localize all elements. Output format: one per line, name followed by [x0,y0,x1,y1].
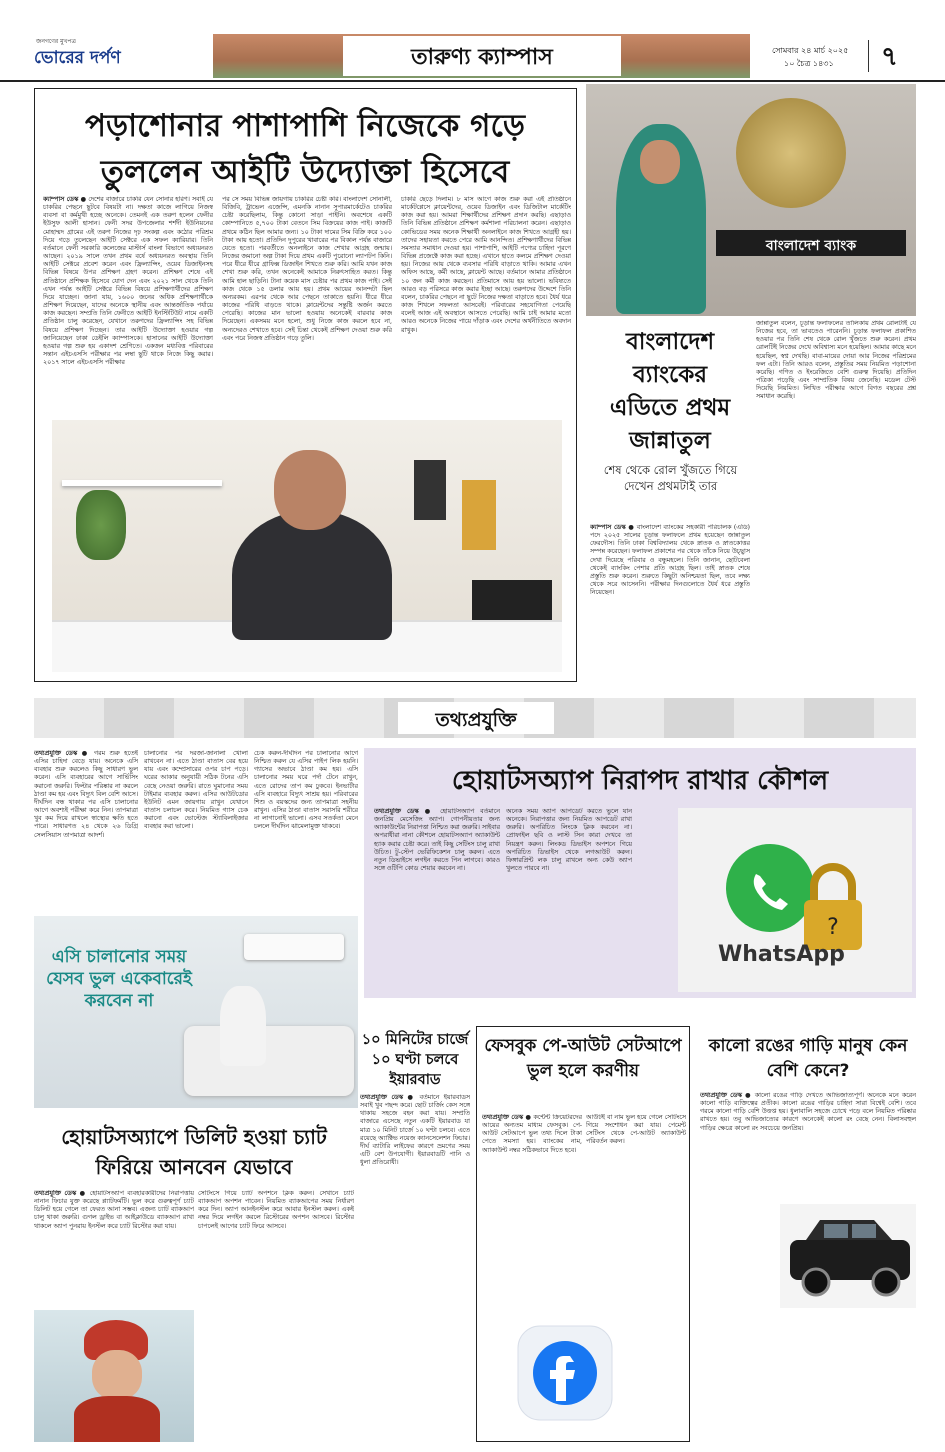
car-headline: কালো রঙের গাড়ি মানুষ কেন বেশি কেনে? [708,1036,908,1081]
ac-column-2-text: চালানোর পর দরজা-জানালা খোলা রাখবেন না। এতে ঠাণ্ডা বাতাস বের হয়ে যায় এবং কম্প্রেসারের ওপর চাপ পড়ে। ঘরের আকার অনুযায়ী সঠিক টনের এসি বেছে নেওয়া জরুরি। রাতে ঘুমানোর সময় টাইমার ব্যবহার করুন। এসির আউটডোর ইউনিট এমন জায়গায় রাখুন যেখানে বাতাস চলাচল করে। নিয়মিত গ্যাস চেক করানো এবং ভোল্টেজ স্ট্যাবিলাইজার ব্যবহার করা ভালো। [144,750,248,831]
bank-seal [736,98,846,208]
ac-photo [34,916,358,1108]
bank-nameplate-text: বাংলাদেশ ব্যাংক [765,238,857,254]
black-suv-illustration [780,1204,916,1308]
photo-plant [76,490,126,560]
earbud-column [360,1094,470,1442]
jannatul-column-a-text: জান্নাতুল বলেন, চূড়ান্ত ফলাফলের তালিকায় প্রথম রোলটাই যে নিজের হবে, তা ভাবতেও পারেননি। চূড়ান্ত ফলাফল প্রকাশিত হওয়ার পর তিনি শেষ থেকে রোল খুঁজতে শুরু করেন। প্রথম রোলটিই নিজের দেখে অবিশ্বাস্য মনে হয়েছিল। আমার কাছে মনে হয়েছিল, স্বপ্ন দেখছি। বাবা-মায়ের দোয়া আর নিজের পরিশ্রমের ফল এটা। তিনি আরও বলেন, প্রস্তুতির সময় নিয়মিত পড়াশোনা করেছি। গণিত ও ইংরেজিতে বেশি গুরুত্ব দিয়েছি। প্রতিদিন পত্রিকা পড়েছি এবং সাম্প্রতিক বিষয় জেনেছি। মডেল টেস্ট দিয়েছি নিয়মিত। লিখিত পরীক্ষার আগে বিগত বছরের প্রশ্ন সমাধান করেছি। [756,320,916,401]
jannatul-column-b-text: বাংলাদেশ ব্যাংকের সহকারী পরিচালক (এডি) পদে ২০২৫ সালের চূড়ান্ত ফলাফলে প্রথম হয়েছেন জান্নাতুল ফেরদৌস। তিনি ঢাকা বিশ্ববিদ্যালয় থেকে স্নাতক ও স্নাতকোত্তর সম্পন্ন করেছেন। ফলাফল প্রকাশের পর থেকে তাঁকে নিয়ে উচ্ছ্বাস দেখা দিয়েছে পরিবার ও বন্ধুমহলে। তিনি জানান, ছোটবেলা থেকেই ব্যাংকিং পেশার প্রতি আগ্রহ ছিল। তাই স্নাতক শেষে প্রস্তুতি শুরু করেন। শুরুতে কিছুটা অনিশ্চয়তা ছিল, তবে লক্ষ্য থেকে সরে আসেননি। পরীক্ষার দিনগুলোতে ধৈর্য ধরে প্রস্তুতি নিয়েছেন। [590,524,750,597]
date-line-2: ১০ চৈত্র ১৪৩১ [784,59,834,68]
section-title: তারুণ্য ক্যাম্পাস [411,45,553,70]
ac-unit [244,934,344,960]
deleted-chat-desk: তথ্যপ্রযুক্তি ডেস্ক ● [34,1190,87,1197]
whatsapp-column-2 [506,808,632,992]
masthead [0,0,945,82]
ac-column-2 [144,750,248,910]
car-text: কালো রঙের গাড়ি দেখতে আভিজাত্যপূর্ণ। অনেকে মনে করেন কালো গাড়ি ব্যক্তিত্বের প্রতীক। কালো রঙের গাড়ির চাহিদা সারা বিশ্বেই বেশি। তবে গরমে কালো গাড়ি বেশি উত্তপ্ত হয়। ধুলাবালি সহজে চোখে পড়ে বলে নিয়মিত পরিষ্কার রাখতে হয়। তবু আভিজাত্যের কারণে অনেকেই কালো রং বেছে নেন। বিলাসবহুল গাড়ির ক্ষেত্রে কালো রং সবচেয়ে জনপ্রিয়। [700,1092,916,1132]
jannatul-subhead: শেষ থেকে রোল খুঁজতে গিয়ে দেখেন প্রথমটাই তার [603,463,738,493]
deleted-chat-column-1 [34,1190,194,1306]
ac-column-3-text: চেক করুন-দীর্ঘদিন পর চালানোর আগে নিশ্চিত করুন যে এসির পাইপ লিক হয়নি। গ্যাসের অভাবে ঠাণ্ডা কম হয়। এসি চালানোর সময় ঘরে পর্দা টেনে রাখুন, এতে রোদের তাপ কম ঢুকবে। ইনভার্টার এসি ব্যবহারে বিদ্যুৎ সাশ্রয় হয়। পরিবারের শিশু ও বয়স্কদের জন্য তাপমাত্রা সহনীয় রাখুন। এসির ঠাণ্ডা বাতাস সরাসরি শরীরে না লাগানোই ভালো। এসব সতর্কতা মেনে চললে দীর্ঘদিন ঝামেলামুক্ত থাকবে। [254,750,358,831]
deleted-chat-column-2-text: সেটিংসে গিয়ে চ্যাট অপশনে ক্লিক করুন। সেখানে চ্যাট ব্যাকআপ অপশন পাবেন। নিয়মিত ব্যাকআপের সময় নির্ধারণ করে দিন। অ্যাপ আনইনস্টল করে আবার ইনস্টল করুন। একই নম্বর দিয়ে লগইন করলে রিস্টোরের অপশন আসবে। রিস্টোর চাপলেই আগের চ্যাট ফিরে আসবে। [198,1190,354,1230]
lead-column-3-text: চাকরি ছেড়ে দিলাম। ৮ মাস আগে কাজ শুরু করা এই প্রতিষ্ঠানে মার্কেটপ্লেসে ক্লায়েন্টদের, ওয়েব ডিজাইন এবং ডিজিটাল মার্কেটিং কাজ করা হয়। আমরা শিক্ষার্থীদের প্রশিক্ষণ প্রদান করছি। এছাড়াও তিনি বিভিন্ন প্রতিষ্ঠানে প্রশিক্ষণ কর্মশালা পরিচালনা করেন। এছাড়াও কোভিডের সময় অনেক শিক্ষার্থী অনলাইনে কাজ শিখতে আগ্রহী হয়। তাদের সহায়তা করতে পেরে আমি আনন্দিত। প্রশিক্ষণার্থীদের বিভিন্ন সমস্যার সমাধান দেওয়া হয়। পাশাপাশি, আইটি পণ্যের চাহিদা পূরণে বিভিন্ন প্রজেক্টে কাজ করা হচ্ছে। এখানে হাতে কলমে প্রশিক্ষণ দেওয়া হয়। নিজের আয় থেকে ব্যবসার পরিধি বাড়াতে থাকি। আমার এখন অফিস আছে, কর্মী আছে, ক্লায়েন্ট আছে। বর্তমানে আমার প্রতিষ্ঠানে ১০ জন কর্মী কাজ করছেন। প্রতিমাসে আয় হয় ভালো। ভবিষ্যতে আরও বড় পরিসরে কাজ করার ইচ্ছা আছে। তরুণদের উদ্দেশে তিনি বলেন, চাকরির পেছনে না ছুটে নিজের দক্ষতা বাড়াতে হবে। ধৈর্য ধরে কাজ শিখলে সফলতা আসবেই। পরিবারের সহযোগিতা পেয়েছি বলেই আজ এই অবস্থানে আসতে পেরেছি। আমি চাই আমার মতো আরও অনেকে নিজের পায়ে দাঁড়াক এবং দেশের অর্থনীতিতে অবদান রাখুক। [401,196,571,334]
deleted-chat-headline: হোয়াটসঅ্যাপে ডিলিট হওয়া চ্যাট ফিরিয়ে আনবেন যেভাবে [61,1125,327,1179]
tech-section-title: তথ্যপ্রযুক্তি [435,709,517,731]
earbud-headline: ১০ মিনিটের চার্জে ১০ ঘণ্টা চলবে ইয়ারবাড [361,1032,469,1088]
photo-woman-body [74,1396,160,1442]
photo-woman-face [92,1350,142,1400]
photo-shelf [62,480,222,486]
brand-tagline: জনগণের মুখপত্র [36,38,76,45]
ac-column-1-text: গরম শুরু হতেই এসির চাহিদা বেড়ে যায়। অনেকে এসি ব্যবহার শুরু করলেও কিছু সাধারণ ভুল করেন। এসি ব্যবহারের আগে সার্ভিসিং করানো জরুরি। ফিল্টার পরিষ্কার না করলে ঠাণ্ডা কম হয় এবং বিদ্যুৎ বিল বেশি আসে। দীর্ঘদিন বন্ধ থাকার পর এসি চালানোর আগে অবশ্যই পরীক্ষা করে নিন। তাপমাত্রা খুব কম দিয়ে রাখলে স্বাস্থ্যের ক্ষতি হতে পারে। সাধারণত ২৪ থেকে ২৬ ডিগ্রি সেলসিয়াস তাপমাত্রা আদর্শ। [34,750,138,839]
whatsapp-headline: হোয়াটসঅ্যাপ নিরাপদ রাখার কৌশল [451,766,829,796]
car-desk: তথ্যপ্রযুক্তি ডেস্ক ● [700,1092,752,1099]
lead-column-1-text: দেশের বাজারে চাকরি যেন সোনার হরিণ। সবাই যে চাকরির পেছনে ছুটবে বিষয়টা না। দক্ষতা কাজে লাগিয়ে নিজস্ব ব্যবসা বা কর্মমুখী হচ্ছে অনেকে। তেমনই এক তরুণ হলেন ফেনীর ইউসুফ আলী হাসান। ফেনী সদর উপজেলার শর্শদী ইউনিয়নের মোহাম্মদ গ্রামের এই তরুণ নিজের দৃঢ় সংকল্প এবং কঠোর পরিশ্রম দিয়ে গড়ে তুলেছেন আইটি সেক্টরে এক সফল ক্যারিয়ার। তিনি বর্তমানে ফেনী সরকারি কলেজের মাস্টার্স বাংলা বিভাগে অধ্যয়নরত আছেন। ২০১৯ সালে তখন প্রথম বর্ষে অধ্যয়নরত অবস্থায় তিনি আইটি সেক্টরে প্রবেশ করেন এবং ফ্রিল্যান্সিং, ওয়েব ডিজাইনসহ বিভিন্ন বিষয়ে উপর প্রশিক্ষণ গ্রহণ করেন। প্রশিক্ষণ শেষে এই প্রতিষ্ঠানে প্রশিক্ষক হিসেবে যোগ দেন এবং ২০২১ সাল থেকে তিনি এখন পর্যন্ত আইটি সেক্টরে বিভিন্ন বিষয়ে প্রশিক্ষণার্থীদের প্রশিক্ষণ দিয়ে যাচ্ছেন। জানা যায়, ১৬০০ জনের অধিক প্রশিক্ষণার্থীকে প্রশিক্ষণ দিয়েছেন, যাদের অনেকে স্থানীয় এবং আন্তর্জাতিক পর্যায়ে কাজ করছেন। সম্প্রতি তিনি ফেনীতে আইটি ইনস্টিটিউট নামে একটি প্রতিষ্ঠান চালু করেছেন, যেখানে তরুণদের ফ্রিল্যান্সিং সহ বিভিন্ন বিষয়ে প্রশিক্ষণ দিচ্ছেন। তার আইটি উদ্যোক্তা হওয়ার গল্প জানিয়েছেন ঢাকা ডেইলি ক্যাম্পাসকে। হাসানের আইটি উদ্যোক্তা হওয়ার গল্প শুরু হয় একাদশ শ্রেণিতে। একজন মধ্যবিত্ত পরিবারের সন্তান এইচএসসি পরীক্ষার পর লম্বা ছুটি থাকে নিজে কিছু করার। ২০১৭ সালে এইচএসসি পরীক্ষার [43,196,213,367]
facebook-column-2 [586,1114,686,1264]
whatsapp-image [678,808,912,992]
car-photo [780,1204,916,1308]
jannatul-column-a [756,320,916,682]
facebook-column-1-text: কন্টেন্ট ক্রিয়েটরদের আয়ের অন্যতম মাধ্যম ফেসবুক। পে-আউট সেটআপে ভুল তথ্য দিলে টাকা পেতে সমস্যা হয়। ব্যাংকের নাম, অ্যাকাউন্ট নম্বর সঠিকভাবে দিতে হবে। [482,1114,582,1154]
facebook-column-1 [482,1114,582,1264]
lead-photo [52,420,562,672]
photo-person-face [640,140,680,184]
whatsapp-column-1-text: হোয়াটসঅ্যাপ বর্তমানে জনপ্রিয় মেসেজিং অ্যাপ। গোপনীয়তার জন্য অ্যাকাউন্টের নিরাপত্তা নিশ্চিত করা জরুরি। সাইবার অপরাধীরা নানা কৌশলে হোয়াটসঅ্যাপ অ্যাকাউন্ট হ্যাক করার চেষ্টা করে। তাই কিছু সেটিংস চালু রাখা উচিত। টু-স্টেপ ভেরিফিকেশন চালু করুন। এতে নতুন ডিভাইসে লগইন করতে পিন লাগবে। কারও সঙ্গে ওটিপি কোড শেয়ার করবেন না। [374,808,500,873]
deleted-chat-column-1-text: হোয়াটসঅ্যাপ ব্যবহারকারীদের নিরাপত্তায় নানান ফিচার যুক্ত করেছে প্ল্যাটফর্মটি। ভুল করে গুরুত্বপূর্ণ চ্যাট ডিলিট হয়ে গেলে তা ফেরত আনা সম্ভব। এজন্য চ্যাট ব্যাকআপ চালু থাকা জরুরি। গুগল ড্রাইভ বা আইক্লাউডে ব্যাকআপ রাখা থাকলে অ্যাপ পুনরায় ইনস্টল করে চ্যাট রিস্টোর করা যায়। [34,1190,194,1230]
photo-woman [220,986,266,1066]
facebook-desk: তথ্যপ্রযুক্তি ডেস্ক ● [482,1114,532,1121]
svg-text:?: ? [827,915,839,940]
photo-monitor [472,580,552,620]
whatsapp-logo-text: WhatsApp [718,942,845,967]
whatsapp-desk: তথ্যপ্রযুক্তি ডেস্ক ● [374,808,435,815]
jannatul-headline: বাংলাদেশ ব্যাংকের এডিতে প্রথম জান্নাতুল [609,329,731,454]
jannatul-photo [586,84,916,316]
jannatul-column-b [590,524,750,684]
facebook-column-2-text: আউটই বা নাম ভুল হয়ে গেলে সেটিংসে গিয়ে সংশোধন করা যায়। পেমেন্ট সেটিংস থেকে পে-আউট অ্যাকাউন্ট পরিবর্তন করুন। [586,1114,686,1146]
lead-column-3 [401,196,571,412]
ac-column-1 [34,750,138,910]
lead-desk: ক্যাম্পাস ডেস্ক ● [43,196,87,203]
facebook-logo-tile [510,1306,620,1436]
lead-headline-line-2: তুললেন আইটি উদ্যোক্তা হিসেবে [100,154,510,190]
date-line-1: সোমবার ২৪ মার্চ ২০২৫ [772,46,849,55]
lead-column-2-text: পর সে সময় বিভিন্ন জায়গায় চাকরির চেষ্টা করি। বাংলাদেশ সোনালী, বিজিবি, ট্রাভেল এজেন্সি, এমনকি নানান সুপারমার্কেটেও চাকরির চেষ্টা করেছিলাম, কিন্তু কোনো সাড়া পাইনি। অবশেষে একটি কোম্পানিতে ৫,৭০০ টাকা বেতনে সিম বিক্রয়ের কাজ পাই। কাজটি প্রথমে কঠিন ছিল আমার জন্য। ১০ টাকা দামের সিম বিক্রি করে ১০০ টাকা আয় হতো। প্রতিদিন দুপুরের খাবারের পর বিকাল পর্যন্ত বাজারে যেতে হতো। পরবর্তীতে অনলাইনে কাজ শেখার আগ্রহ জন্মায়। নিজের জমানো অল্প টাকা দিয়ে প্রথম একটি পুরোনো ল্যাপটপ কিনি। পরে ধীরে ধীরে গ্রাফিক্স ডিজাইন শিখতে শুরু করি। আমি যখন কাজ শেখা শুরু করি, তখন অনেকেই আমাকে নিরুৎসাহিত করত। কিন্তু আমি হাল ছাড়িনি। টানা কয়েক মাস চেষ্টার পর প্রথম কাজ পাই। সেই কাজ থেকে ১৫ ডলার আয় হয়। প্রথম আয়ের আনন্দটা ছিল অন্যরকম। এরপর থেকে আর পেছনে তাকাতে হয়নি। ধীরে ধীরে কাজের পরিধি বাড়তে থাকে। ক্লায়েন্টদের সন্তুষ্টি অর্জন করতে পেরেছি। কাজের মান ভালো হওয়ায় অনেকেই বারবার কাজ দিয়েছেন। একসময় মনে হলো, শুধু নিজে কাজ করলে হবে না, অন্যদেরও শেখাতে হবে। সেই চিন্তা থেকেই প্রশিক্ষণ দেওয়া শুরু করি এবং পরে নিজস্ব প্রতিষ্ঠান গড়ে তুলি। [222,196,392,342]
brand-logo: ভোরের দর্পণ [34,48,121,68]
lead-headline-line-1: পড়াশোনার পাশাপাশি নিজেকে গড়ে [84,108,526,144]
sofa [184,1026,354,1096]
lead-column-1 [43,196,213,412]
jannatul-desk: ক্যাম্পাস ডেস্ক ● [590,524,635,531]
whatsapp-column-2-text: অনেক সময় অ্যাপ আপডেট করতে ভুলে যান অনেকে। নিরাপত্তার জন্য নিয়মিত আপডেট রাখা জরুরি। অপরিচিত লিংকে ক্লিক করবেন না। প্রোফাইল ছবি ও লাস্ট সিন কারা দেখবে তা নিয়ন্ত্রণ করুন। লিংকড ডিভাইস অপশনে গিয়ে অপরিচিত ডিভাইস থেকে লগআউট করুন। ফিঙ্গারপ্রিন্ট লক চালু রাখলে অন্য কেউ অ্যাপ খুলতে পারবে না। [506,808,632,873]
photo-poster [414,460,446,520]
deleted-chat-photo [34,1310,194,1442]
earbud-text: বর্তমানে ইয়ারবাডস সবাই খুব পছন্দ করে। ছোট চার্জিং কেস সঙ্গে থাকায় সহজে বহন করা যায়। সম্প্রতি বাজারে এসেছে নতুন একটি ইয়ারবাড যা মাত্র ১০ মিনিট চার্জে ১০ ঘণ্টা চলবে। এতে রয়েছে অ্যাক্টিভ নয়েজ ক্যানসেলেশন ফিচার। দীর্ঘ ব্যাটারি লাইফের কারণে ভ্রমণের সময় এটি বেশ উপযোগী। ইয়ারবাডটি পানি ও ধুলা প্রতিরোধী। [360,1094,470,1167]
photo-person-head [274,450,346,530]
earbud-desk: তথ্যপ্রযুক্তি ডেস্ক ● [360,1094,416,1101]
facebook-image [510,1306,620,1436]
page-number: ৭ [881,42,898,72]
ac-column-3 [254,750,358,910]
whatsapp-logo-icon [726,844,814,932]
whatsapp-column-1 [374,808,500,992]
deleted-chat-column-2 [198,1190,354,1442]
lead-column-2 [222,196,392,412]
photo-award [462,480,496,550]
facebook-headline: ফেসবুক পে-আউট সেটআপে ভুল হলে করণীয় [484,1036,682,1081]
ac-desk: তথ্যপ্রযুক্তি ডেস্ক ● [34,750,90,757]
date-divider [868,40,869,72]
ac-headline: এসি চালানোর সময় যেসব ভুল একেবারেই করবেন না [46,947,192,1011]
